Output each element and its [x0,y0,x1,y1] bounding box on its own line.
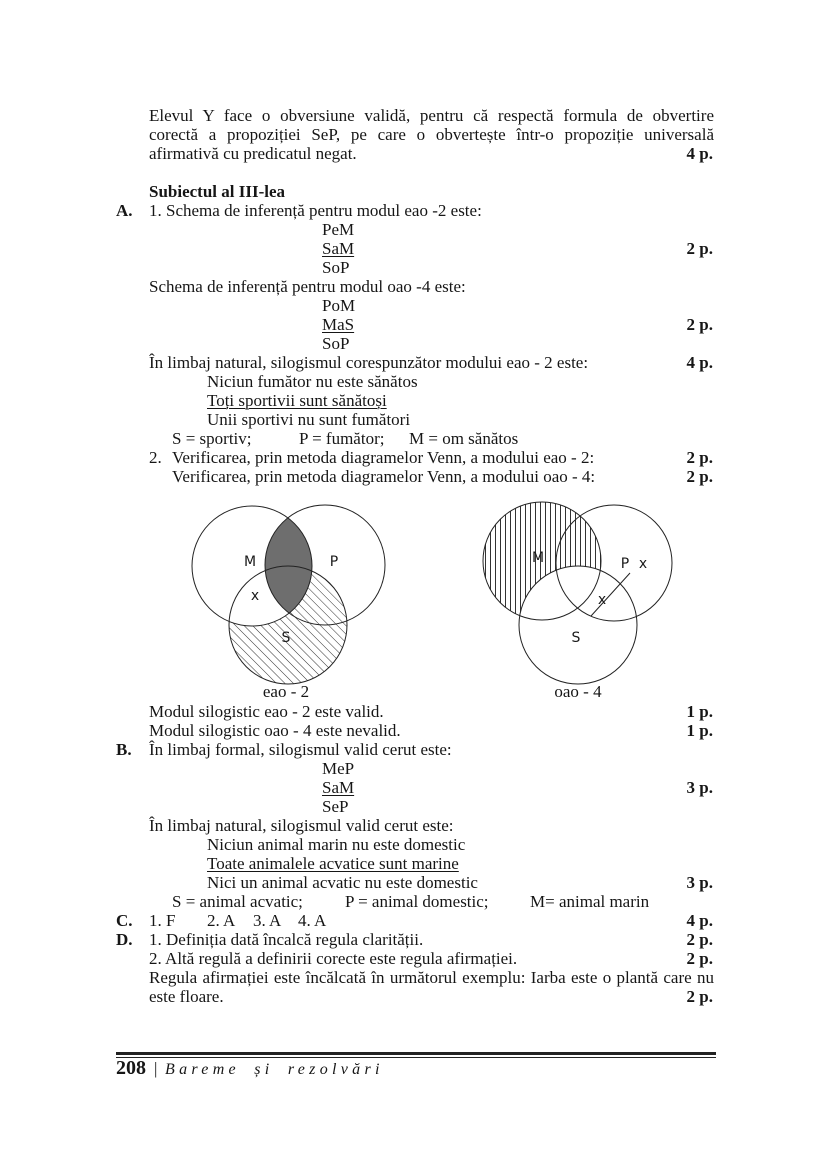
schema-eao2-intro: 1. Schema de inferență pentru modul eao -2 este: [149,201,482,220]
conclusion-eao2-points: 1 p. [686,702,713,721]
answer-2: 2. A [207,911,236,930]
venn-eao2-points: 2 p. [686,448,713,467]
formal-major: MeP [322,759,355,778]
natural-b-points: 3 p. [686,873,713,892]
schema-oao4-points: 2 p. [686,315,713,334]
natural-conclusion: Unii sportivi nu sunt fumători [207,410,411,429]
natural-b-minor: Toate animalele acvatice sunt marine [207,854,459,873]
label-m: M [243,554,257,570]
natural-language-points: 4 p. [686,353,713,372]
existence-mark-p: x [638,556,648,572]
label-s: S [281,630,291,646]
natural-b-conclusion: Nici un animal acvatic nu este domestic [207,873,478,892]
part-d-item-1: 1. Definiția dată încalcă regula clarității. [149,930,424,949]
schema-oao4-intro: Schema de inferență pentru modul oao -4 este: [149,277,466,296]
part-d-item-2-points: 2 p. [686,949,713,968]
footer-rule-thick [116,1052,716,1055]
schema-eao2-points: 2 p. [686,239,713,258]
intro-line-2: corectă a propoziției SeP, pe care o obvertește într-o propoziție universală [149,125,714,144]
footer-rule-thin [116,1057,716,1058]
schema-eao2-conclusion: SoP [322,258,350,277]
label-s: S [571,630,581,646]
natural-premise-minor: Toți sportivii sunt sănătoși [207,391,387,410]
schema-eao2-minor: SaM [322,239,355,258]
part-d-item-3-line-1: Regula afirmației este încălcată în următorul exemplu: Iarba este o plantă care nu [149,968,714,987]
part-d-item-3-points: 2 p. [686,987,713,1006]
conclusion-eao2: Modul silogistic eao - 2 este valid. [149,702,384,721]
label-p: P [329,554,339,570]
venn-diagram-oao4 [470,495,690,695]
diagram-caption-eao2: eao - 2 [262,682,310,701]
term-b-s: S = animal acvatic; [172,892,303,911]
natural-b-major: Niciun animal marin nu este domestic [207,835,466,854]
part-d-item-3-line-2: este floare. [149,987,224,1006]
schema-oao4-minor: MaS [322,315,355,334]
running-title: Bareme și rezolvări [165,1061,384,1078]
term-s: S = sportiv; [172,429,252,448]
answer-3: 3. A [253,911,282,930]
formal-conclusion: SeP [322,797,349,816]
venn-diagram-eao2 [180,495,400,695]
term-p: P = fumător; [299,429,385,448]
term-m: M = om sănătos [409,429,519,448]
part-b-label: B. [116,740,132,759]
part-d-item-2: 2. Altă regulă a definirii corecte este regula afirmației. [149,949,518,968]
term-b-p: P = animal domestic; [345,892,489,911]
hatched-region-m-outside-s [470,495,690,695]
page-number: 208 [116,1057,146,1079]
part-c-label: C. [116,911,133,930]
item-2-number: 2. [149,448,162,467]
existence-mark-border: x [597,592,607,608]
venn-oao4-points: 2 p. [686,467,713,486]
answer-4: 4. A [298,911,327,930]
diagram-caption-oao4: oao - 4 [554,682,602,701]
answer-1: 1. F [149,911,176,930]
conclusion-oao4: Modul silogistic oao - 4 este nevalid. [149,721,401,740]
venn-diagrams [0,495,828,695]
schema-oao4-conclusion: SoP [322,334,350,353]
conclusion-oao4-points: 1 p. [686,721,713,740]
section-title: Subiectul al III-lea [149,182,286,201]
natural-intro-b: În limbaj natural, silogismul valid cerut este: [149,816,454,835]
term-b-m: M= animal marin [530,892,650,911]
part-d-label: D. [116,930,133,949]
part-c-points: 4 p. [686,911,713,930]
part-a-label: A. [116,201,133,220]
natural-premise-major: Niciun fumător nu este sănătos [207,372,418,391]
formal-intro: În limbaj formal, silogismul valid cerut este: [149,740,452,759]
schema-oao4-major: PoM [322,296,356,315]
intro-line-1: Elevul Y face o obversiune validă, pentru că respectă formula de obvertire [149,106,714,125]
formal-minor: SaM [322,778,355,797]
natural-language-intro: În limbaj natural, silogismul corespunzător modului eao - 2 este: [149,353,589,372]
label-m: M [531,550,545,566]
schema-eao2-major: PeM [322,220,355,239]
formal-points: 3 p. [686,778,713,797]
intro-points: 4 p. [686,144,713,163]
footer-separator: | [154,1059,158,1078]
intro-line-3: afirmativă cu predicatul negat. [149,144,357,163]
venn-oao4-text: Verificarea, prin metoda diagramelor Venn, a modului oao - 4: [172,467,596,486]
venn-eao2-text: Verificarea, prin metoda diagramelor Venn, a modului eao - 2: [172,448,595,467]
existence-mark: x [250,588,260,604]
part-d-item-1-points: 2 p. [686,930,713,949]
label-p: P [620,556,630,572]
